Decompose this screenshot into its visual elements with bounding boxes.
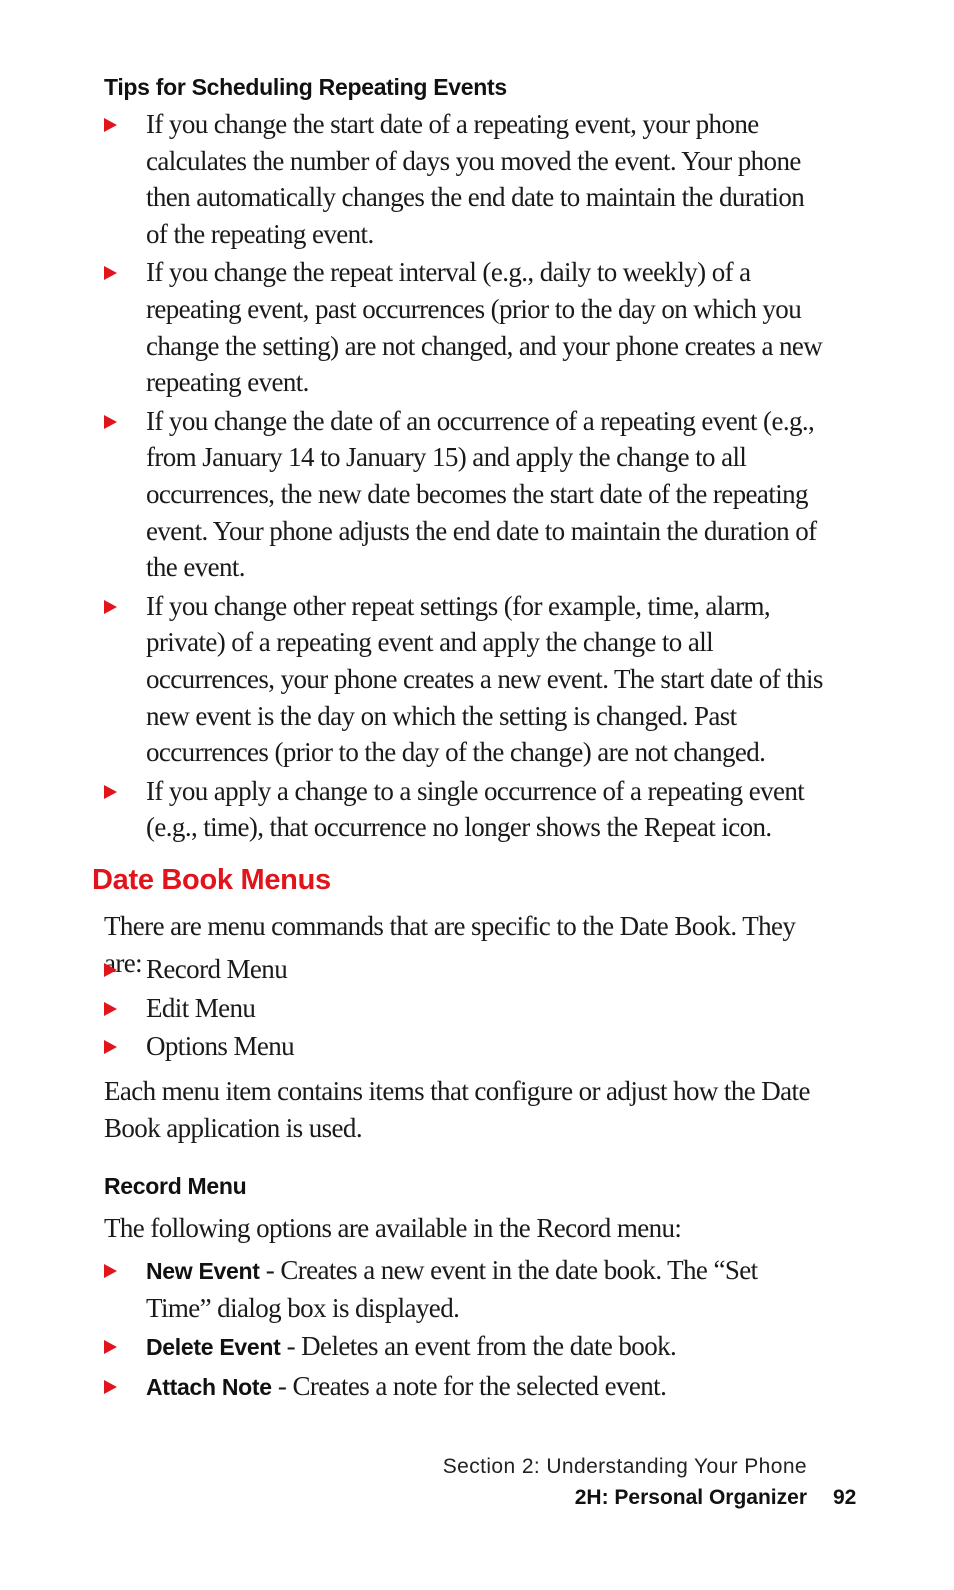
bullet-arrow-icon [104, 1340, 117, 1354]
bullet-arrow-icon [104, 963, 117, 977]
tip-text: If you change the date of an occurrence of a repeating event (e.g., from January 14 to January 15) and apply the change to all occurrences, the new date becomes the start date of the repeating event. Your phone adjusts the end date to maintain the duration of the event. [146, 405, 817, 583]
list-item [104, 403, 824, 586]
list-item [104, 1368, 824, 1406]
option-term: Delete Event [146, 1334, 281, 1361]
menus-summary: Each menu item contains items that configure or adjust how the Date Book application is used. [104, 1076, 810, 1143]
option-description: - Deletes an event from the date book. [280, 1331, 677, 1362]
tip-text: If you apply a change to a single occurrence of a repeating event (e.g., time), that occurrence no longer shows the Repeat icon. [146, 775, 805, 843]
tips-heading: Tips for Scheduling Repeating Events [104, 74, 507, 100]
record-options-list [104, 1252, 824, 1405]
list-item [104, 951, 824, 988]
footer-chapter-label: 2H: Personal Organizer [574, 1486, 807, 1509]
menu-name: Edit Menu [146, 992, 256, 1023]
option-term: Attach Note [146, 1373, 272, 1400]
menu-name: Options Menu [146, 1031, 295, 1062]
option-description: - Creates a new event in the date book. The “Set Time” dialog box is displayed. [146, 1255, 758, 1323]
record-menu-intro: The following options are available in the Record menu: [104, 1213, 682, 1243]
option-term: New Event [146, 1258, 260, 1284]
list-item [104, 1252, 824, 1326]
footer-section-label: Section 2: Understanding Your Phone [442, 1455, 807, 1478]
list-item [104, 773, 824, 846]
bullet-arrow-icon [104, 118, 117, 132]
record-menu-heading: Record Menu [104, 1173, 247, 1199]
bullet-arrow-icon [104, 415, 117, 429]
list-item [104, 254, 824, 400]
bullet-arrow-icon [104, 1264, 117, 1278]
list-item [104, 106, 824, 252]
bullet-arrow-icon [104, 785, 117, 799]
menus-intro: There are menu commands that are specific to the Date Book. They are: [104, 911, 796, 978]
tip-text: If you change the repeat interval (e.g., daily to weekly) of a repeating event, past occurrences (prior to the day on which you change the setting) are not changed, and your phone creates a new repeating event. [146, 257, 823, 398]
option-description: - Creates a note for the selected event. [271, 1370, 667, 1401]
tips-list [104, 106, 824, 846]
bullet-arrow-icon [104, 1040, 117, 1054]
list-item [104, 990, 824, 1027]
bullet-arrow-icon [104, 1380, 117, 1394]
page-number: 92 [833, 1486, 857, 1509]
menus-list [104, 951, 824, 1065]
menu-name: Record Menu [146, 954, 288, 984]
tip-text: If you change other repeat settings (for example, time, alarm, private) of a repeating event and apply the change to all occurrences, your phone creates a new event. The start date of this new event is the day on which the setting is changed. Past occurrences (prior to the day of the change) are not changed. [146, 590, 823, 768]
list-item [104, 588, 824, 771]
list-item [104, 1028, 824, 1065]
bullet-arrow-icon [104, 1002, 117, 1016]
bullet-arrow-icon [104, 266, 117, 280]
section-title: Date Book Menus [92, 864, 331, 896]
tip-text: If you change the start date of a repeating event, your phone calculates the number of days you moved the event. Your phone then automatically changes the end date to maintain the duration of the repeating event. [146, 109, 805, 249]
bullet-arrow-icon [104, 600, 117, 614]
list-item [104, 1328, 824, 1366]
